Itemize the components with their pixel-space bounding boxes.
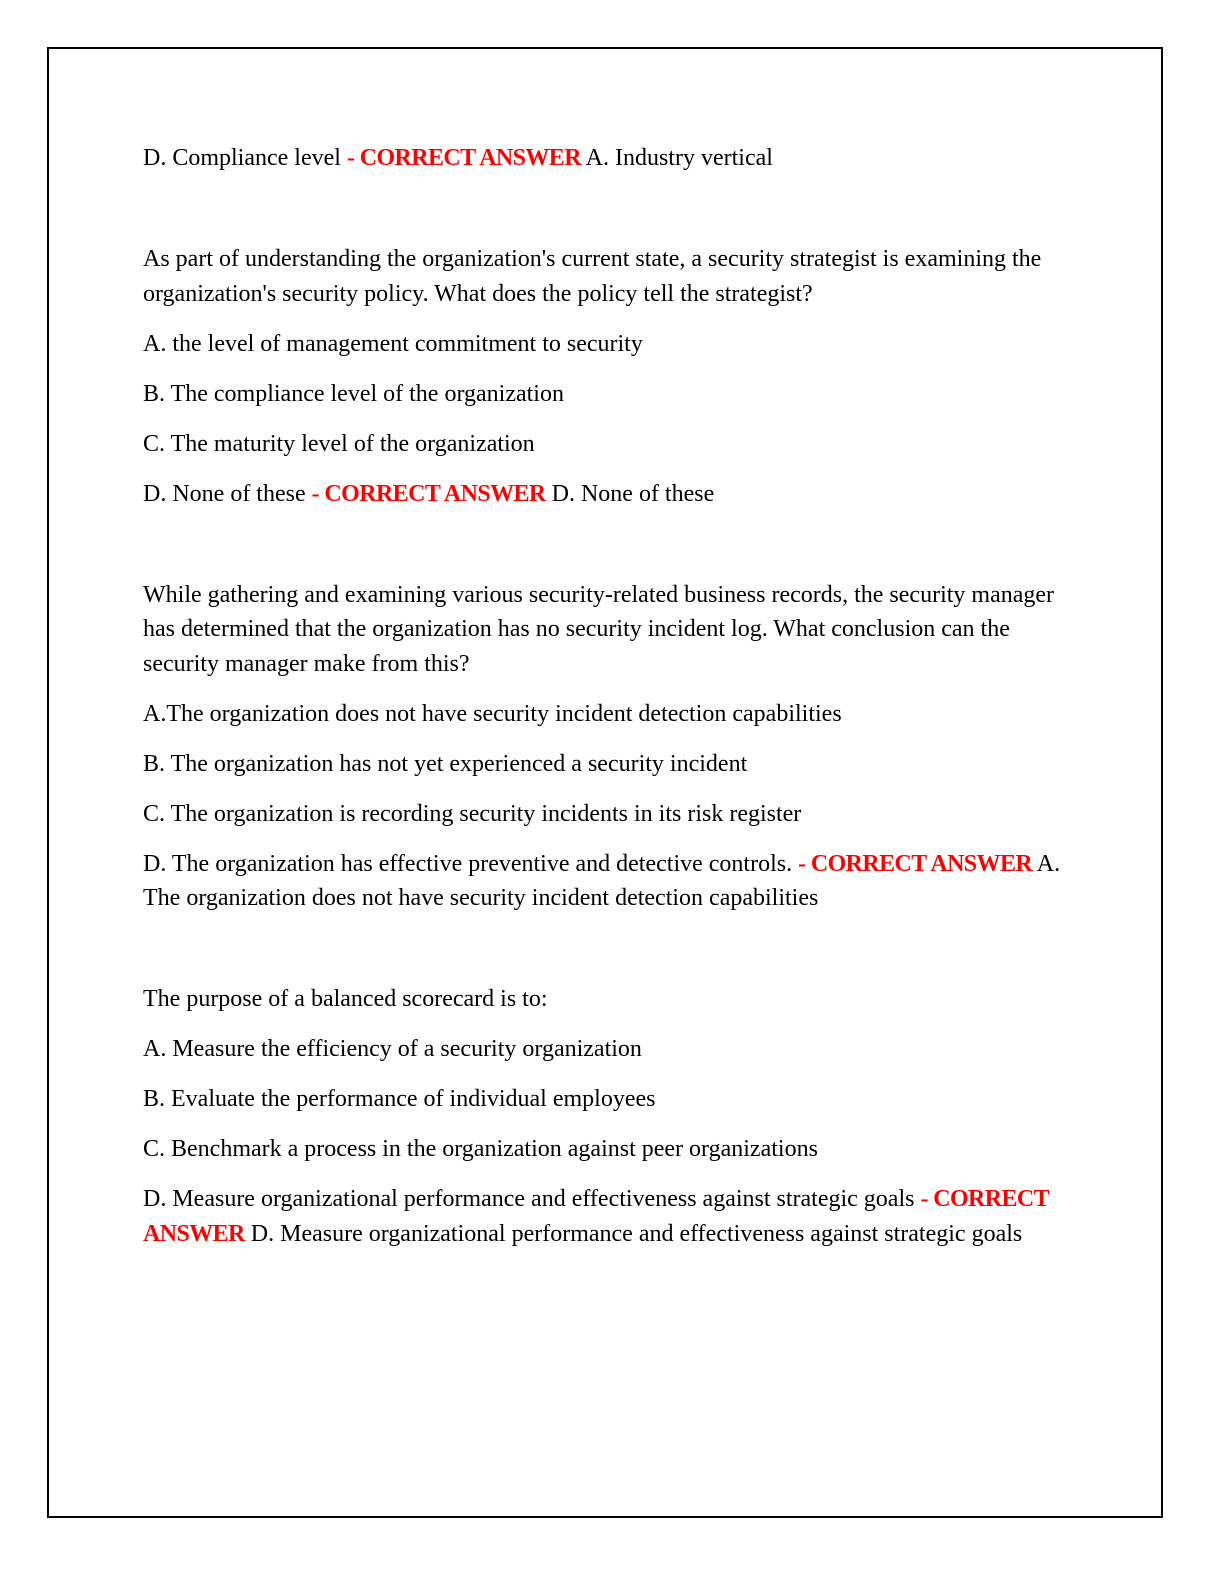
option-b: B. The compliance level of the organization	[143, 380, 564, 407]
answer-line	[143, 141, 1068, 176]
option-d: D. The organization has effective preventive and detective controls.	[143, 850, 793, 877]
option-d: D. Compliance level	[143, 145, 341, 171]
correct-answer-text: D. Measure organizational performance and effectiveness against strategic goals	[250, 1220, 1023, 1247]
question-text: While gathering and examining various security-related business records, the security manager has determined that the organization has no security incident log. What conclusion can the security manager make from this?	[143, 581, 1055, 677]
answer-line	[143, 1182, 1068, 1251]
option-b: B. The organization has not yet experienced a security incident	[143, 750, 748, 777]
correct-answer-label: - CORRECT ANSWER	[311, 480, 546, 507]
question-block	[143, 578, 1068, 916]
correct-answer-text: A. Industry vertical	[585, 145, 773, 171]
answer-line	[143, 477, 1068, 512]
spacer	[143, 931, 1068, 982]
document-content	[143, 141, 1068, 1267]
option-a: A.The organization does not have security incident detection capabilities	[143, 700, 842, 727]
spacer	[143, 191, 1068, 242]
question-block	[143, 242, 1068, 511]
option-d: D. Measure organizational performance and effectiveness against strategic goals	[143, 1186, 915, 1212]
question-text: The purpose of a balanced scorecard is to:	[143, 986, 548, 1012]
option-a: A. Measure the efficiency of a security organization	[143, 1036, 642, 1062]
option-a: A. the level of management commitment to security	[143, 330, 643, 357]
option-c: C. Benchmark a process in the organization against peer organizations	[143, 1136, 818, 1162]
option-c: C. The maturity level of the organization	[143, 430, 535, 457]
correct-answer-label: - CORRECT ANSWER	[143, 1186, 1049, 1247]
correct-answer-text: A. The organization does not have security incident detection capabilities	[143, 850, 1061, 911]
option-c: C. The organization is recording security incidents in its risk register	[143, 800, 802, 827]
correct-answer-label: - CORRECT ANSWER	[346, 145, 581, 171]
correct-answer-text: D. None of these	[551, 480, 715, 507]
option-d: D. None of these	[143, 480, 306, 507]
question-text: As part of understanding the organization's current state, a security strategist is examining the organization's security policy. What does the policy tell the strategist?	[143, 246, 1042, 307]
answer-line	[143, 847, 1068, 916]
correct-answer-label: - CORRECT ANSWER	[798, 850, 1033, 877]
question-block	[143, 141, 1068, 176]
question-block	[143, 982, 1068, 1251]
option-b: B. Evaluate the performance of individual employees	[143, 1086, 656, 1112]
spacer	[143, 527, 1068, 578]
